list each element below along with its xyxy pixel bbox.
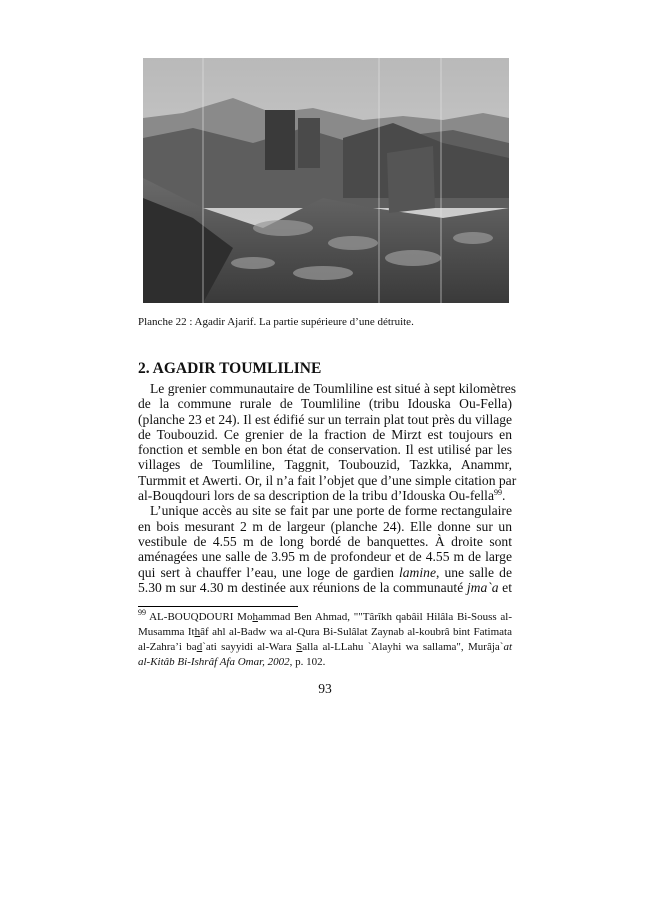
text-segment: alla al-LLahu `Alayhi wa sallama", Murâja` <box>302 641 504 653</box>
figure-caption: Planche 22 : Agadir Ajarif. La partie supérieure d’une détruite. <box>138 316 414 328</box>
body-line <box>138 472 517 488</box>
text-segment: et <box>498 579 512 595</box>
body-line <box>138 534 512 549</box>
footnote-ref: 99 <box>138 608 146 617</box>
text-segment: villages de Toumliline, Taggnit, Toubouzid, Tazkka, Anammr, <box>138 457 512 473</box>
text-segment: vestibule de 4.55 m de long bordé de banquettes. À droite sont <box>138 533 512 549</box>
text-segment: âf ahl al-Badw wa al-Qura Bi-Sulâlat Zaynab al-koubrâ bint Fatimata <box>200 626 512 638</box>
text-segment: (planche 23 et 24). Il est édifié sur un terrain plat tout près du village <box>138 411 513 427</box>
text-segment: at <box>503 641 512 653</box>
text-segment: Le grenier communautaire de Toumliline est situé à sept kilomètres <box>150 381 517 396</box>
footnote-line <box>138 640 512 655</box>
text-segment: , une salle de <box>435 564 512 580</box>
footnote <box>138 610 512 670</box>
footnote-ref: 99 <box>494 488 502 498</box>
body-line <box>138 396 512 411</box>
text-segment: jma`a <box>466 579 499 595</box>
body-line <box>138 503 512 518</box>
footnote-line <box>138 655 512 670</box>
body-line <box>138 427 512 442</box>
text-segment: `ati sayyidi al-Wara <box>202 641 297 653</box>
text-segment: al-Kitâb Bi-Ishrâf Afa Omar, 2002 <box>138 656 290 668</box>
text-segment: L’unique accès au site se fait par une porte de forme rectangulaire <box>150 503 512 519</box>
body-line <box>138 549 512 564</box>
body-line <box>138 565 512 580</box>
text-segment: h <box>194 626 201 638</box>
text-segment: , p. 102. <box>289 656 326 668</box>
text-segment: en bois mesurant 2 m de largeur (planche 24). Elle donne sur un <box>138 518 512 534</box>
body-line <box>138 488 512 503</box>
body-line <box>138 381 517 396</box>
text-segment: Musamma It <box>138 626 195 638</box>
text-segment: al-Bouqdouri lors de sa description de la tribu d’Idouska Ou-fella <box>138 488 494 504</box>
text-segment: Turmmit et Awerti. Or, il n’a fait l’objet que d’une simple citation par <box>138 472 517 488</box>
text-segment: 5.30 m sur 4.30 m destinée aux réunions de la communauté <box>138 579 467 595</box>
body-line <box>138 580 512 595</box>
footnote-separator <box>138 606 298 607</box>
text-segment: fonction et semble en bon état de conservation. Il est utilisé par les <box>138 442 512 458</box>
footnote-line <box>138 610 512 625</box>
text-segment: lamine <box>398 564 436 580</box>
footnote-line <box>138 625 512 640</box>
body-line <box>138 519 512 534</box>
text-segment: h <box>252 611 258 623</box>
body-paragraphs <box>138 381 517 595</box>
text-segment: qui sert à chauffer l’eau, une loge de gardien <box>138 564 399 580</box>
text-segment: ammad Ben Ahmad, ""Târîkh qabâil Hilâla Bi-Souss al- <box>257 611 513 623</box>
text-segment: al-Zahra’i ba <box>138 641 197 653</box>
text-segment: aménagées une salle de 3.95 m de profondeur et de 4.55 m de large <box>138 549 512 565</box>
text-segment: S <box>296 641 303 653</box>
text-segment: . <box>502 488 506 504</box>
text-segment: de Toubouzid. Ce grenier de la fraction de Mirzt est toujours en <box>138 426 512 442</box>
text-segment: d <box>196 641 203 653</box>
text-segment: de la commune rurale de Toumliline (tribu Idouska Ou-Fella) <box>138 396 512 412</box>
body-line <box>138 457 512 472</box>
page-number: 93 <box>318 681 332 696</box>
photograph-agadir-ajarif-ruins <box>143 58 509 303</box>
text-segment: AL-BOUQDOURI Mo <box>146 611 253 623</box>
body-line <box>138 412 512 427</box>
body-line <box>138 442 512 457</box>
section-heading: 2. AGADIR TOUMLILINE <box>138 360 322 377</box>
